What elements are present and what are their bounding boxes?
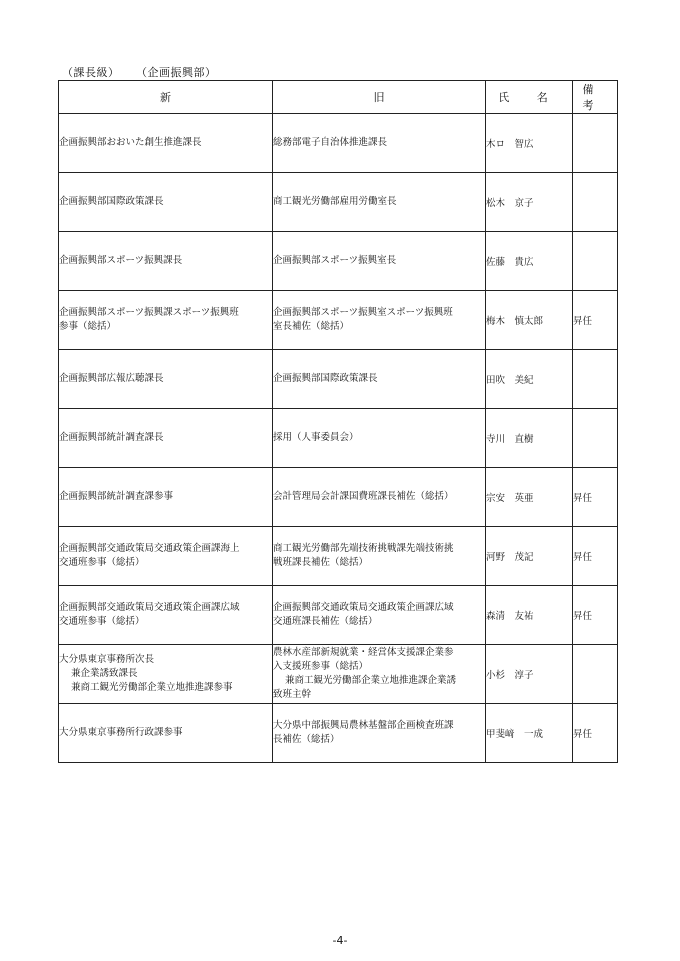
old-position-cell xyxy=(273,527,486,586)
old-position-cell xyxy=(273,409,486,468)
column-header-note: 備 考 xyxy=(573,81,618,114)
table-row xyxy=(59,114,618,173)
new-position-cell xyxy=(59,586,273,645)
old-position-line: 企画振興部スポーツ振興室スポーツ振興班 xyxy=(273,307,453,318)
note-cell: 昇任 xyxy=(573,704,618,763)
table-row xyxy=(59,350,618,409)
person-name-cell: 梅木 慎太郎 xyxy=(486,291,573,350)
new-position-cell xyxy=(59,527,273,586)
old-position-line: 商工観光労働部先端技術挑戦課先端技術挑 xyxy=(273,543,454,554)
person-name-cell: 宗安 英亜 xyxy=(486,468,573,527)
old-position-cell xyxy=(273,586,486,645)
new-position-line: 参事（総括） xyxy=(59,321,117,332)
old-position-line: 企画振興部交通政策局交通政策企画課広域 xyxy=(273,602,454,613)
note-cell xyxy=(573,232,618,291)
note-cell xyxy=(573,350,618,409)
old-position-line: 会計管理局会計課国費班課長補佐（総括） xyxy=(273,491,454,502)
person-name-cell: 寺川 直樹 xyxy=(486,409,573,468)
old-position-line: 兼商工観光労働部企業立地推進課企業誘 xyxy=(285,675,457,686)
new-position-cell xyxy=(59,350,273,409)
new-position-line: 企画振興部国際政策課長 xyxy=(59,196,164,207)
old-position-line: 農林水産部新規就業・経営体支援課企業参 xyxy=(273,647,454,658)
old-position-cell xyxy=(273,114,486,173)
new-position-line: 兼企業誘致課長 xyxy=(71,668,138,679)
table-row xyxy=(59,468,618,527)
note-cell: 昇任 xyxy=(573,468,618,527)
level-label: （課長級） xyxy=(62,66,120,79)
new-position-line: 大分県東京事務所次長 xyxy=(59,654,155,665)
person-name-cell: 田吹 美紀 xyxy=(486,350,573,409)
table-row xyxy=(59,173,618,232)
old-position-line: 企画振興部国際政策課長 xyxy=(273,373,378,384)
new-position-cell xyxy=(59,114,273,173)
column-header-old: 旧 xyxy=(273,81,486,114)
table-row xyxy=(59,291,618,350)
note-cell: 昇任 xyxy=(573,586,618,645)
old-position-line: 室長補佐（総括） xyxy=(273,321,350,332)
new-position-line: 企画振興部広報広聴課長 xyxy=(59,373,164,384)
old-position-cell xyxy=(273,173,486,232)
old-position-line: 戦班課長補佐（総括） xyxy=(273,557,369,568)
old-position-cell xyxy=(273,291,486,350)
page-number: -4- xyxy=(332,934,348,947)
note-cell: 昇任 xyxy=(573,527,618,586)
old-position-line: 入支援班参事（総括） xyxy=(273,661,369,672)
person-name-cell: 小杉 淳子 xyxy=(486,645,573,704)
table-heading xyxy=(62,64,217,80)
new-position-line: 企画振興部おおいた創生推進課長 xyxy=(59,137,202,148)
column-header-new: 新 xyxy=(59,81,273,114)
table-row xyxy=(59,232,618,291)
column-header-name: 氏 名 xyxy=(486,81,573,114)
old-position-cell xyxy=(273,232,486,291)
note-cell xyxy=(573,173,618,232)
new-position-line: 企画振興部スポーツ振興課スポーツ振興班 xyxy=(59,307,239,318)
new-position-line: 企画振興部統計調査課参事 xyxy=(59,491,174,502)
header-row xyxy=(59,81,618,114)
new-position-cell xyxy=(59,173,273,232)
new-position-line: 企画振興部統計調査課長 xyxy=(59,432,164,443)
new-position-line: 交通班参事（総括） xyxy=(59,557,145,568)
old-position-line: 企画振興部スポーツ振興室長 xyxy=(273,255,397,266)
new-position-line: 企画振興部スポーツ振興課長 xyxy=(59,255,183,266)
person-name-cell: 甲斐﨑 一成 xyxy=(486,704,573,763)
old-position-cell xyxy=(273,468,486,527)
new-position-cell xyxy=(59,291,273,350)
person-name-cell: 松木 京子 xyxy=(486,173,573,232)
old-position-line: 交通班課長補佐（総括） xyxy=(273,616,378,627)
table-row xyxy=(59,704,618,763)
person-name-cell: 河野 茂記 xyxy=(486,527,573,586)
new-position-cell xyxy=(59,409,273,468)
old-position-line: 採用（人事委員会） xyxy=(273,432,359,443)
person-name-cell: 木ロ 智広 xyxy=(486,114,573,173)
new-position-line: 交通班参事（総括） xyxy=(59,616,145,627)
note-cell: 昇任 xyxy=(573,291,618,350)
old-position-line: 長補佐（総括） xyxy=(273,734,340,745)
new-position-cell xyxy=(59,645,273,704)
note-cell xyxy=(573,114,618,173)
old-position-line: 商工観光労働部雇用労働室長 xyxy=(273,196,397,207)
new-position-cell xyxy=(59,704,273,763)
new-position-cell xyxy=(59,232,273,291)
table-row xyxy=(59,586,618,645)
note-cell xyxy=(573,409,618,468)
new-position-line: 大分県東京事務所行政課参事 xyxy=(59,727,183,738)
person-name-cell: 佐藤 貴広 xyxy=(486,232,573,291)
table-row xyxy=(59,409,618,468)
person-name-cell: 森清 友祐 xyxy=(486,586,573,645)
old-position-line: 大分県中部振興局農林基盤部企画検査班課 xyxy=(273,720,454,731)
old-position-cell xyxy=(273,704,486,763)
old-position-line: 総務部電子自治体推進課長 xyxy=(273,137,388,148)
new-position-line: 企画振興部交通政策局交通政策企画課海上 xyxy=(59,543,240,554)
table-row xyxy=(59,527,618,586)
new-position-cell xyxy=(59,468,273,527)
table-row xyxy=(59,645,618,704)
note-cell xyxy=(573,645,618,704)
table-body xyxy=(59,114,618,763)
new-position-line: 企画振興部交通政策局交通政策企画課広域 xyxy=(59,602,240,613)
personnel-table xyxy=(58,80,618,763)
new-position-line: 兼商工観光労働部企業立地推進課参事 xyxy=(71,682,233,693)
old-position-cell xyxy=(273,350,486,409)
old-position-cell xyxy=(273,645,486,704)
section-label: （企画振興部） xyxy=(141,66,217,79)
old-position-line: 致班主幹 xyxy=(273,689,312,700)
